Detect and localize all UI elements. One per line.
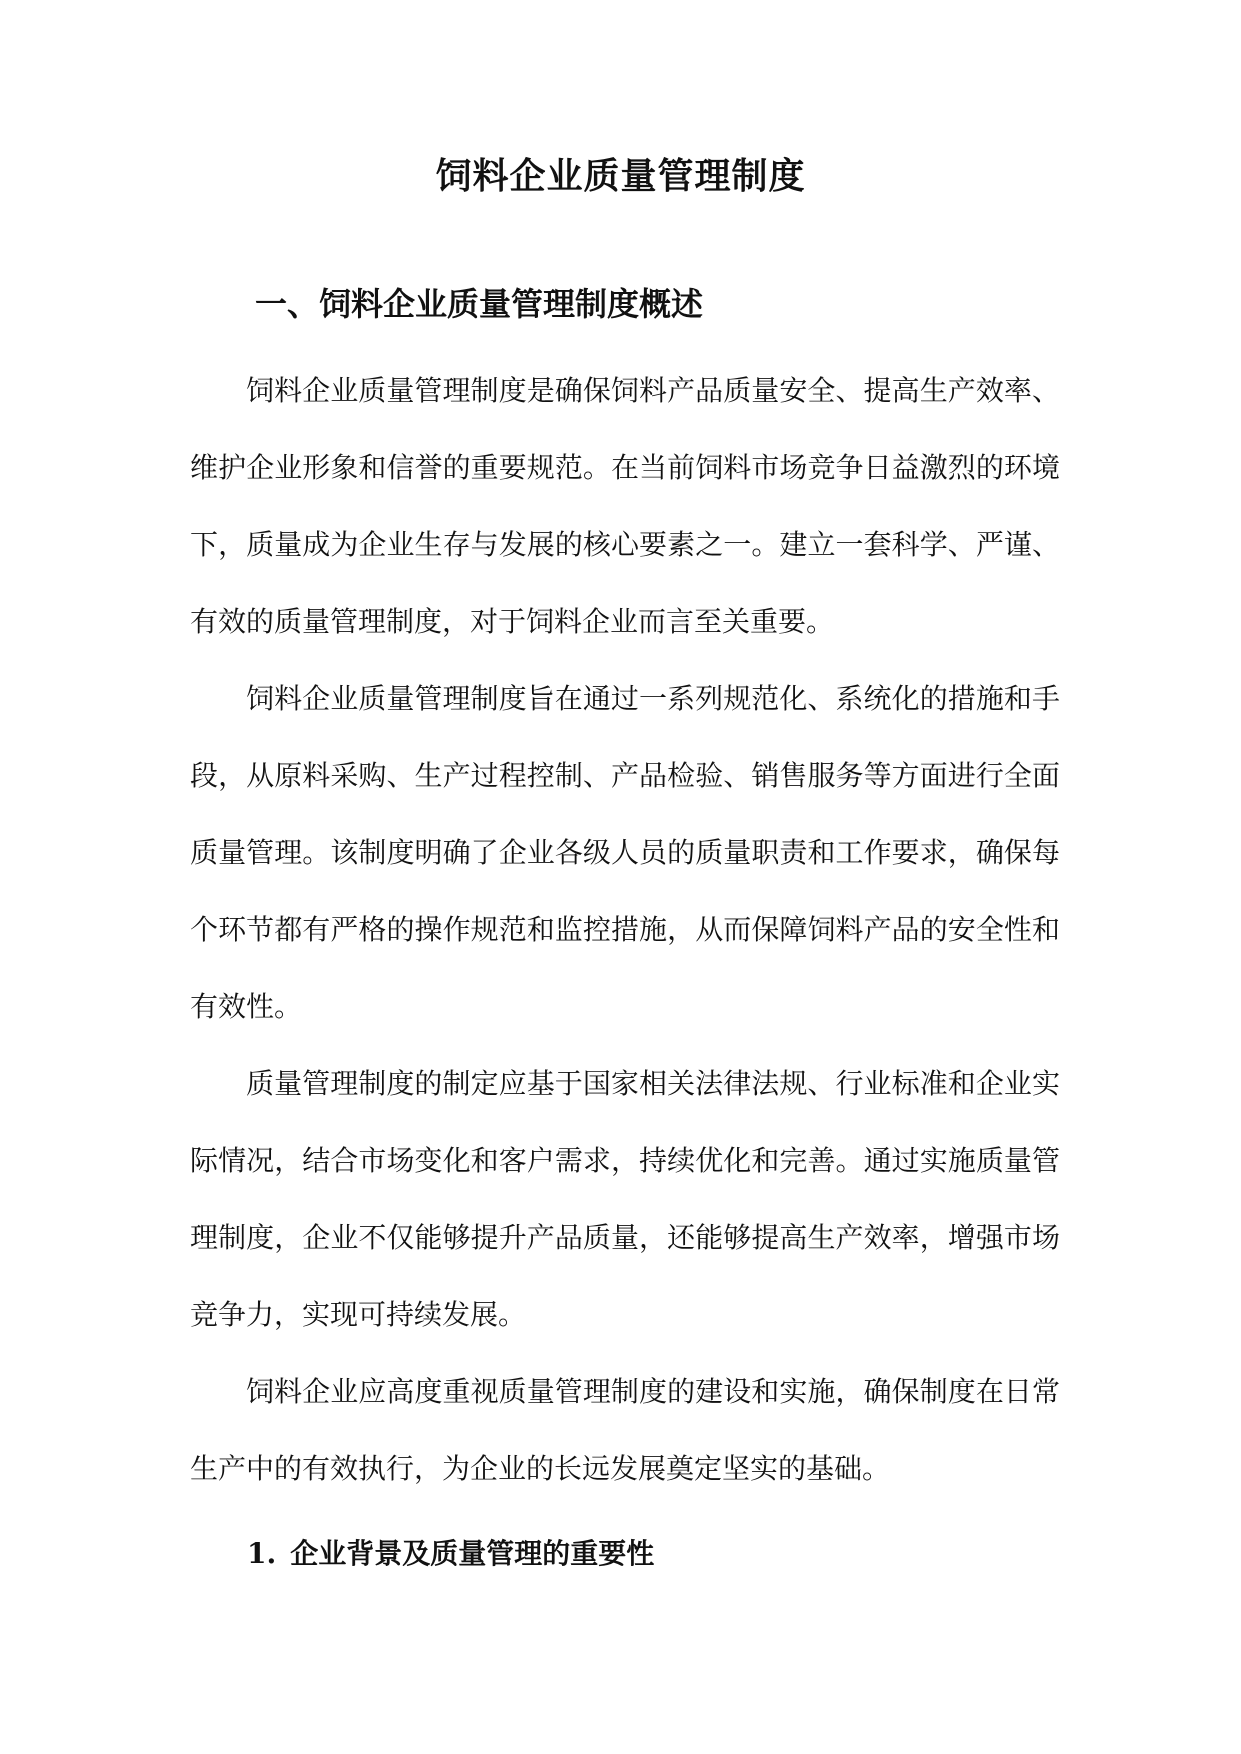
document-title: 饲料企业质量管理制度 <box>435 155 806 197</box>
subheading <box>247 1532 654 1576</box>
paragraph-3: 质量管理制度的制定应基于国家相关法律法规、行业标准和企业实际情况，结合市场变化和客户需求，持续优化和完善。通过实施质量管理制度，企业不仅能够提升产品质量，还能够提高生产效率，增强市场竞争力，实现可持续发展。 <box>190 1067 1060 1331</box>
section-heading: 一、饲料企业质量管理制度概述 <box>255 285 704 323</box>
paragraph-4: 饲料企业应高度重视质量管理制度的建设和实施，确保制度在日常生产中的有效执行，为企业的长远发展奠定坚实的基础。 <box>190 1375 1060 1485</box>
paragraph-1: 饲料企业质量管理制度是确保饲料产品质量安全、提高生产效率、维护企业形象和信誉的重要规范。在当前饲料市场竞争日益激烈的环境下，质量成为企业生存与发展的核心要素之一。建立一套科学、严谨、有效的质量管理制度，对于饲料企业而言至关重要。 <box>190 374 1060 638</box>
paragraph-2: 饲料企业质量管理制度旨在通过一系列规范化、系统化的措施和手段，从原料采购、生产过程控制、产品检验、销售服务等方面进行全面质量管理。该制度明确了企业各级人员的质量职责和工作要求，确保每个环节都有严格的操作规范和监控措施，从而保障饲料产品的安全性和有效性。 <box>190 682 1060 1023</box>
subheading-text: 企业背景及质量管理的重要性 <box>290 1537 655 1570</box>
subheading-number: 1. <box>247 1537 277 1570</box>
